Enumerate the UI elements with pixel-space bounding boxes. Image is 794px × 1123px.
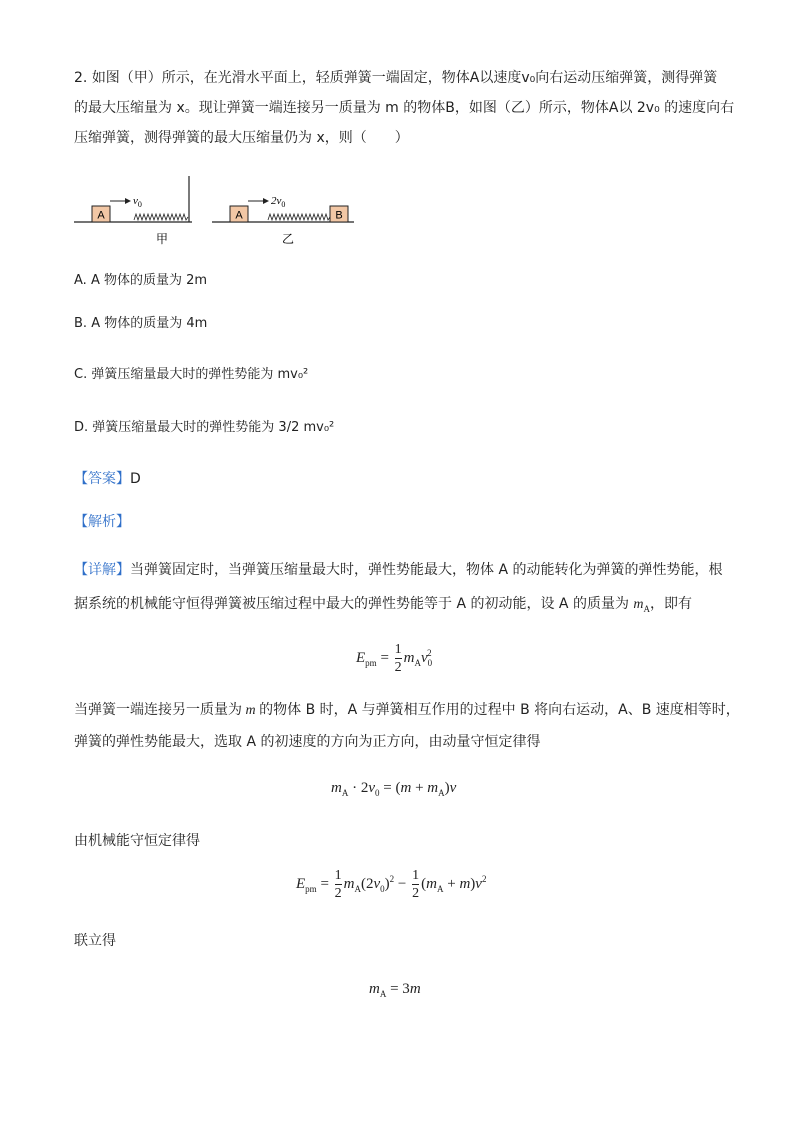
question-line-2: 的最大压缩量为 x。现让弹簧一端连接另一质量为 m 的物体B，如图（乙）所示，物体A以 2v₀ 的速度向右 (74, 100, 735, 116)
detail-bracket: 【详解】 (74, 562, 130, 578)
detail-line-5: 由机械能守恒定律得 (74, 833, 200, 849)
question-number: 2. (74, 70, 88, 86)
figure-svg (74, 170, 364, 250)
block-a-right-label: A (235, 209, 243, 222)
analysis-bracket: 【解析】 (74, 514, 130, 530)
velocity-right: $2v_0$ (271, 195, 286, 209)
equation-1: $E_{pm}$ = $\frac{1}{2}$ $m_Av_0^2$ (356, 642, 433, 675)
equation-4: $m_A = 3m$ (369, 981, 421, 999)
arrow-left (125, 198, 131, 204)
option-a-text: A 物体的质量为 2m (90, 273, 208, 288)
detail-text-3-mid: 的物体 B 时，A 与弹簧相互作用的过程中 B 将向右运动，A、B 速度相等时， (259, 702, 740, 718)
option-b[interactable] (74, 314, 207, 334)
arrow-right (263, 198, 269, 204)
block-a-left-label: A (97, 209, 105, 222)
question-line-1 (74, 68, 717, 88)
figure-diagram (74, 170, 364, 254)
equation-2: $m_A \cdot 2v_0 = (m + m_A)v$ (331, 780, 457, 798)
inline-mA-1: $m_A$ (633, 597, 651, 614)
caption-jia: 甲 (155, 232, 169, 246)
detail-line-1 (74, 560, 722, 580)
option-b-text: A 物体的质量为 4m (91, 316, 208, 331)
detail-text-2-tail: ，即有 (650, 596, 693, 612)
option-d-text: 弹簧压缩量最大时的弹性势能为 3/2 mv₀² (92, 420, 335, 435)
detail-line-6: 联立得 (74, 933, 116, 949)
question-text-1: 如图（甲）所示，在光滑水平面上，轻质弹簧一端固定，物体A以速度v₀向右运动压缩弹簧，测得弹簧 (91, 70, 718, 86)
answer-line (74, 469, 141, 489)
detail-text-3: 当弹簧一端连接另一质量为 (74, 702, 242, 718)
answer-value: D (130, 471, 141, 487)
spring-right (268, 214, 330, 220)
block-b-right-label: B (335, 209, 343, 222)
answer-bracket: 【答案】 (74, 471, 130, 487)
equation-3: $E_{pm}$ = $\frac{1}{2}$ $m_A(2v_0)^2$ − $\frac{1}{2}$ $(m_A + m)v^2$ (296, 868, 487, 901)
option-c-text: 弹簧压缩量最大时的弹性势能为 mv₀² (91, 367, 309, 382)
option-d-label: D. (74, 420, 89, 435)
option-c[interactable] (74, 365, 308, 385)
option-d[interactable] (74, 418, 334, 438)
question-line-3: 压缩弹簧，测得弹簧的最大压缩量仍为 x，则（ ） (74, 130, 409, 146)
option-a[interactable] (74, 271, 207, 291)
spring-left (134, 214, 188, 220)
velocity-left: $v_0$ (133, 195, 142, 209)
option-b-label: B. (74, 316, 88, 331)
analysis-line (74, 512, 130, 532)
detail-line-3: 当弹簧一端连接另一质量为 m 的物体 B 时，A 与弹簧相互作用的过程中 B 将向右运动，A、B 速度相等时， (74, 702, 740, 718)
option-c-label: C. (74, 367, 88, 382)
detail-text-1: 当弹簧固定时，当弹簧压缩量最大时，弹性势能最大，物体 A 的动能转化为弹簧的弹性势能，根 (130, 562, 723, 578)
detail-line-2 (74, 594, 692, 619)
detail-text-2: 据系统的机械能守恒得弹簧被压缩过程中最大的弹性势能等于 A 的初动能，设 A 的质量为 (74, 596, 629, 612)
caption-yi: 乙 (281, 232, 295, 246)
detail-line-4: 弹簧的弹性势能最大，选取 A 的初速度的方向为正方向，由动量守恒定律得 (74, 734, 541, 750)
option-a-label: A. (74, 273, 87, 288)
